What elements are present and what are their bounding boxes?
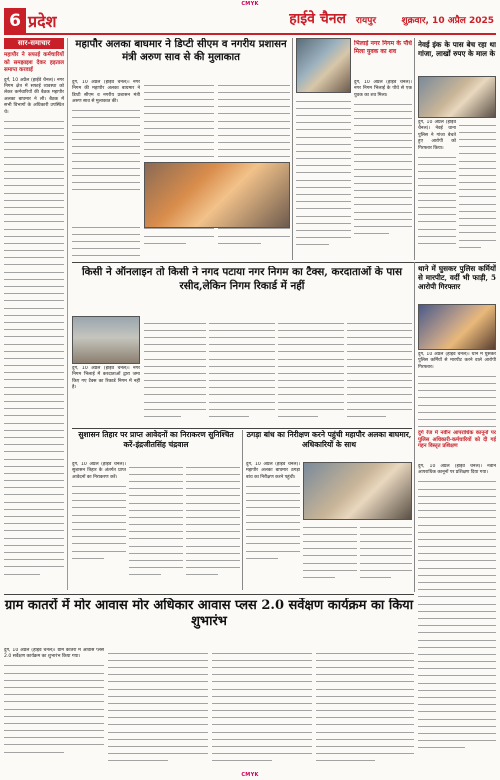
story-4-headline-box bbox=[72, 266, 412, 316]
section-title: प्रदेश bbox=[28, 12, 57, 31]
divider bbox=[242, 430, 243, 590]
story-1-headline: महापौर अलका बाघमार ने डिप्टी सीएम व नगरीय प्रशासन मंत्री अरुण साव से की मुलाकात bbox=[75, 38, 287, 63]
story-3-headline-box bbox=[418, 40, 496, 74]
story-7-photo bbox=[303, 462, 412, 520]
story-1-col-1b bbox=[72, 222, 140, 262]
story-6-col-2 bbox=[129, 462, 183, 590]
story-9-col-4 bbox=[316, 648, 414, 770]
story-4-col-2 bbox=[144, 318, 206, 424]
city-name: रायपुर bbox=[355, 16, 376, 26]
story-1-col-1 bbox=[72, 80, 140, 220]
sidebar-lead: दुर्ग, 10 अप्रैल (हाईवे चैनल)। नगर निगम क्षेत्र में सफाई व्यवस्था को लेकर कर्मचारियों की बैठक महापौर अलका बाघमार ने ली। बैठक में सभी विभागों के अधिकारी उपस्थित थे। bbox=[4, 77, 64, 115]
story-2-col-1 bbox=[354, 80, 412, 260]
story-6-col-3 bbox=[186, 462, 240, 590]
rule bbox=[72, 428, 412, 429]
story-6-headline: सुशासन तिहार पर प्राप्त आवेदनों का निराकरण सुनिश्चित करें-इंद्रजीतसिंह चंद्रवाल bbox=[78, 430, 234, 449]
story-1-photo bbox=[144, 162, 290, 228]
story-1-headline-box bbox=[72, 38, 290, 78]
rule bbox=[72, 262, 496, 263]
story-4-dateline: दुर्ग, 10 अप्रैल (हाईवे चैनल)। नगर निगम भिलाई में करदाताओं द्वारा जमा किए गए टैक्स का रिकार्ड निगम में नहीं है। bbox=[72, 366, 140, 391]
story-7-col-1 bbox=[246, 462, 300, 590]
story-3-dateline: दुर्ग, 10 अप्रैल (हाईवे चैनल)। नेवई थाना पुलिस ने गांजा बेचते हुए आरोपी को गिरफ्तार किया। bbox=[418, 120, 456, 151]
sidebar-tag: सार-समाचार bbox=[4, 38, 64, 49]
story-8-headline-box bbox=[418, 430, 496, 460]
story-5-photo bbox=[418, 304, 496, 350]
story-4-photo bbox=[72, 316, 140, 364]
sidebar-body-text bbox=[4, 116, 64, 574]
rule bbox=[4, 594, 414, 595]
story-8-body bbox=[418, 464, 496, 774]
story-3-headline: नेवई इंक के पास बेच रहा था गांजा, लाखों रुपए के माल के bbox=[418, 40, 496, 58]
story-9-dateline: दुर्ग, 10 अप्रैल (हाईवे चैनल)। ग्राम कातरों में आवास प्लस 2.0 सर्वेक्षण कार्यक्रम का शुभारंभ किया गया। bbox=[4, 648, 104, 660]
story-5-body bbox=[418, 352, 496, 428]
story-9-headline: ग्राम कातरों में मोर आवास मोर अधिकार आवास प्लस 2.0 सर्वेक्षण कार्यक्रम का किया शुभारंभ bbox=[4, 598, 414, 629]
story-3-col-2 bbox=[459, 120, 496, 260]
story-9-col-1 bbox=[4, 648, 104, 770]
page-header bbox=[4, 8, 496, 35]
story-9-headline-box bbox=[4, 598, 414, 646]
issue-date: शुक्रवार, 10 अप्रैल 2025 bbox=[401, 16, 494, 26]
story-5-headline-box bbox=[418, 264, 496, 302]
story-5-headline: थाने में घुसकर पुलिस कर्मियों से मारपीट, वर्दी भी फाड़ी, 5 आरोपी गिरफ्तार bbox=[418, 264, 496, 291]
sidebar-headline: महापौर ने सफाई कर्मचारियों को समझाइश देकर हड़ताल समाप्त करवाई bbox=[4, 52, 64, 74]
story-1-dateline: दुर्ग, 10 अप्रैल (हाईवे चैनल)। नगर निगम की महापौर अलका बाघमार ने डिप्टी सीएम व नगरीय प्रशासन मंत्री अरुण साव से मुलाकात की। bbox=[72, 80, 140, 105]
story-2-headline-box bbox=[354, 40, 412, 80]
story-7-headline-box bbox=[246, 430, 412, 460]
story-3-photo bbox=[418, 76, 496, 118]
story-4-col-5 bbox=[347, 318, 412, 424]
story-8-headline: दुर्ग रेंज में नवीन आपराधिक कानूनों पर पुलिस अधिकारी-कर्मचारियों को दी गई गहन विस्तृत प्रशिक्षण bbox=[418, 430, 496, 450]
print-mark-top: CMYK bbox=[241, 1, 259, 7]
story-8-dateline: दुर्ग, 10 अप्रैल (हाईवे चैनल)। नवीन आपराधिक कानूनों पर प्रशिक्षण दिया गया। bbox=[418, 464, 496, 476]
story-6-headline-box bbox=[72, 430, 240, 460]
story-6-col-1 bbox=[72, 462, 126, 590]
story-7-col-3 bbox=[360, 522, 412, 590]
story-5-dateline: दुर्ग, 10 अप्रैल (हाईवे चैनल)। थाने में घुसकर पुलिस कर्मियों से मारपीट करने वाले आरोपी गिरफ्तार। bbox=[418, 352, 496, 370]
story-6-dateline: दुर्ग, 10 अप्रैल (हाईवे चैनल)। सुशासन तिहार के अंतर्गत प्राप्त आवेदनों का निराकरण करें। bbox=[72, 462, 126, 480]
print-mark-bottom: CMYK bbox=[241, 772, 259, 779]
brand-name: हाईवे चैनल bbox=[289, 11, 346, 27]
divider bbox=[292, 38, 293, 260]
story-2-headline: भिलाई नगर निगम के पौधे मिला युवक का शव bbox=[354, 40, 412, 55]
story-7-dateline: दुर्ग, 10 अप्रैल (हाईवे चैनल)। महापौर अलका बाघमार ठगड़ा बांध का निरीक्षण करने पहुंची। bbox=[246, 462, 300, 480]
story-7-headline: ठगड़ा बांध का निरीक्षण करने पहुंची महापौर अलका बाघमार, अधिकारियों के साथ bbox=[246, 430, 412, 449]
story-7-col-2 bbox=[303, 522, 357, 590]
story-9-col-2 bbox=[108, 648, 208, 770]
story-2-dateline: दुर्ग, 10 अप्रैल (हाईवे चैनल)। नगर निगम भिलाई के पौधे से एक युवक का शव मिला। bbox=[354, 80, 412, 98]
sidebar-briefs bbox=[4, 38, 68, 590]
story-9-col-3 bbox=[212, 648, 312, 770]
story-3-col-1 bbox=[418, 120, 456, 260]
divider bbox=[414, 262, 415, 592]
story-4-headline: किसी ने ऑनलाइन तो किसी ने नगद पटाया नगर निगम का टैक्स, करदाताओं के पास रसीद,लेकिन निगम रिकार्ड में नहीं bbox=[81, 266, 403, 292]
story-4-col-3 bbox=[209, 318, 275, 424]
story-4-col-1 bbox=[72, 366, 140, 426]
story-2-photo bbox=[296, 38, 351, 93]
story-4-col-4 bbox=[278, 318, 344, 424]
page-number: 6 bbox=[4, 8, 26, 35]
story-2-col-2 bbox=[296, 96, 351, 260]
divider bbox=[414, 38, 415, 260]
